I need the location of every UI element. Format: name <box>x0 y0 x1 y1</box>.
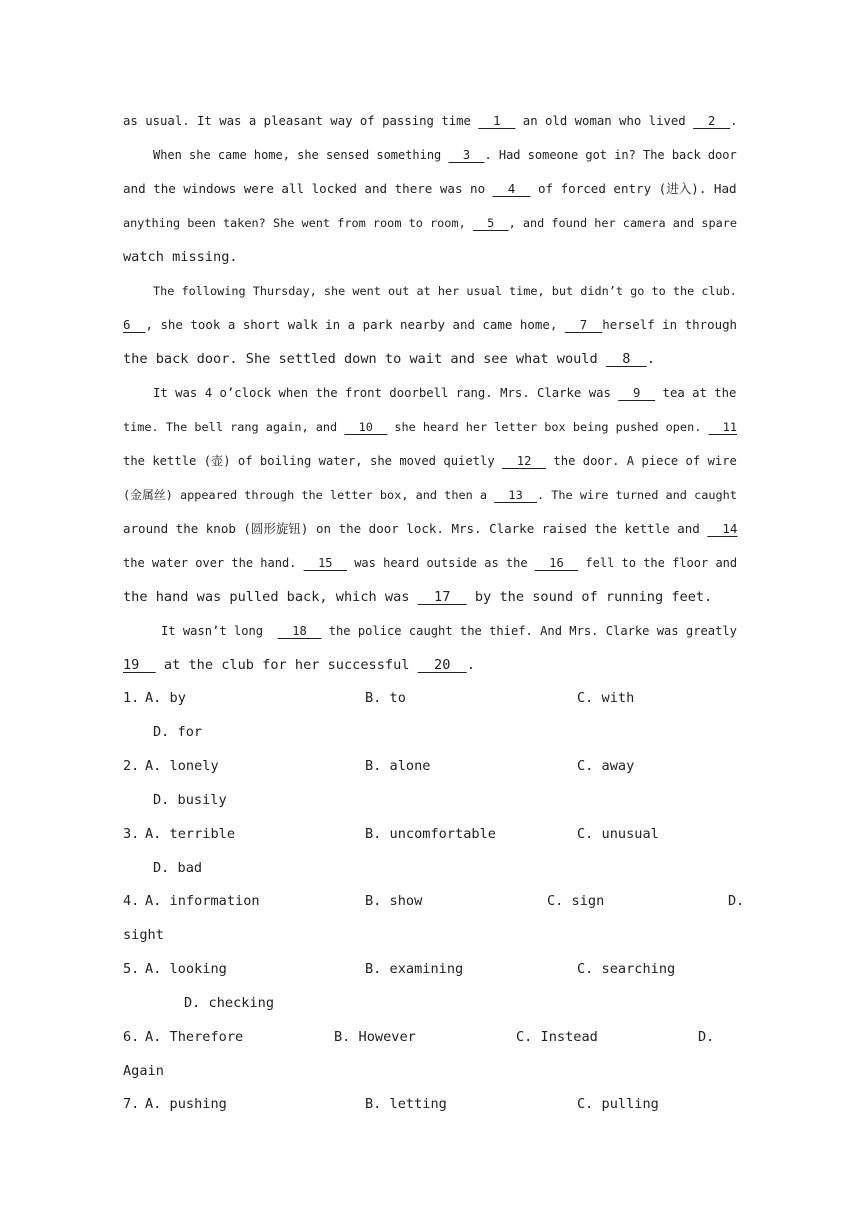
blank-3: 3 <box>448 148 485 162</box>
question-number: 6. <box>123 1029 140 1045</box>
blank-10: 10 <box>344 420 388 434</box>
passage-text: an old woman who lived <box>515 114 694 128</box>
blank-1: 1 <box>478 114 516 128</box>
passage-text: around the knob (圆形旋钮) on the door lock. Mrs. Clarke raised the kettle and <box>123 521 708 536</box>
passage-text: the door. A piece of wire <box>546 454 737 468</box>
passage-line <box>123 553 737 573</box>
passage-text: she heard her letter box being pushed open. <box>387 420 709 434</box>
option-a: A. lonely <box>145 758 219 774</box>
blank-13: 13 <box>494 488 537 502</box>
passage-text: When she came home, she sensed something <box>153 148 449 162</box>
passage-line <box>123 451 737 471</box>
passage-line <box>123 519 737 539</box>
passage-text: . <box>466 657 475 673</box>
passage-line <box>153 145 737 165</box>
option-b: B. letting <box>365 1096 447 1112</box>
passage-line <box>161 621 737 641</box>
blank-12: 12 <box>502 454 547 468</box>
passage-text: the police caught the thief. And Mrs. Clarke was greatly <box>321 624 737 638</box>
blank-4: 4 <box>492 181 531 196</box>
passage-text: at the club for her successful <box>155 657 418 673</box>
passage-line <box>123 315 737 335</box>
passage-line <box>123 213 737 233</box>
question-number: 7. <box>123 1096 140 1112</box>
option-b: B. to <box>365 690 406 706</box>
passage-text: the kettle (壶) of boiling water, she moved quietly <box>123 454 503 468</box>
option-d-text: sight <box>123 927 164 943</box>
option-d: D. bad <box>153 860 203 876</box>
passage-text: The following Thursday, she went out at her usual time, but didn’t go to the club. <box>153 284 737 298</box>
passage-text: anything been taken? She went from room to room, <box>123 216 473 230</box>
option-d: D. busily <box>153 792 227 808</box>
option-a: A. terrible <box>145 826 236 842</box>
option-b: B. alone <box>365 758 431 774</box>
passage-line <box>123 349 737 369</box>
question-number: 4. <box>123 893 140 909</box>
question-number: 5. <box>123 961 140 977</box>
option-c: C. with <box>577 690 635 706</box>
passage-text: It was 4 o’clock when the front doorbell rang. Mrs. Clarke was <box>153 386 619 400</box>
blank-18: 18 <box>277 624 322 638</box>
passage-line <box>153 383 737 403</box>
passage-text: tea at the <box>655 386 737 400</box>
question-number: 1. <box>123 690 140 706</box>
option-c: C. pulling <box>577 1096 659 1112</box>
passage-text: time. The bell rang again, and <box>123 420 345 434</box>
blank-7: 7 <box>564 317 603 332</box>
passage-text: the water over the hand. <box>123 556 304 570</box>
passage-text: by the sound of running feet. <box>466 589 713 605</box>
option-d: D. checking <box>184 995 275 1011</box>
option-b: B. show <box>365 893 423 909</box>
passage-line <box>153 281 737 301</box>
option-a: A. by <box>145 690 186 706</box>
option-c: C. searching <box>577 961 676 977</box>
option-d: D. for <box>153 724 203 740</box>
option-d: D. <box>698 1029 715 1045</box>
passage-text: the back door. She settled down to wait and see what would <box>123 351 606 367</box>
option-a: A. pushing <box>145 1096 227 1112</box>
blank-16: 16 <box>534 556 579 570</box>
option-c: C. away <box>577 758 635 774</box>
passage-line <box>123 655 737 675</box>
option-c: C. unusual <box>577 826 659 842</box>
blank-15: 15 <box>303 556 347 570</box>
blank-19: 19 <box>123 657 156 673</box>
passage-text: was heard outside as the <box>346 556 535 570</box>
passage-text: . <box>730 114 738 128</box>
passage-text: . Had someone got in? The back door <box>484 148 737 162</box>
passage-line <box>123 485 737 505</box>
passage-text: It wasn’t long <box>161 624 278 638</box>
passage-line <box>123 111 737 131</box>
option-a: A. looking <box>145 961 227 977</box>
passage-line <box>123 417 737 437</box>
blank-8: 8 <box>605 351 647 367</box>
blank-9: 9 <box>618 386 656 400</box>
passage-line <box>123 587 737 607</box>
option-a: A. information <box>145 893 260 909</box>
passage-text: of forced entry (进入). Had <box>530 181 737 196</box>
question-number: 3. <box>123 826 140 842</box>
blank-17: 17 <box>417 589 467 605</box>
option-b: B. uncomfortable <box>365 826 496 842</box>
option-d: D. <box>728 893 745 909</box>
passage-line <box>123 247 737 267</box>
option-b: B. examining <box>365 961 464 977</box>
blank-20: 20 <box>417 657 467 673</box>
passage-text: fell to the floor and <box>578 556 738 570</box>
option-b: B. However <box>334 1029 416 1045</box>
question-number: 2. <box>123 758 140 774</box>
blank-6: 6 <box>123 317 146 332</box>
passage-text: . The wire turned and caught <box>537 488 737 502</box>
blank-2: 2 <box>693 114 731 128</box>
passage-text: . <box>646 351 655 367</box>
passage-text: as usual. It was a pleasant way of passing time <box>123 114 479 128</box>
option-c: C. Instead <box>516 1029 598 1045</box>
option-c: C. sign <box>547 893 605 909</box>
passage-line <box>123 179 737 199</box>
passage-text: the hand was pulled back, which was <box>123 589 418 605</box>
blank-14: 14 <box>707 521 738 536</box>
option-d-text: Again <box>123 1063 164 1079</box>
passage-text: , and found her camera and spare <box>508 216 738 230</box>
blank-11: 11 <box>708 420 738 434</box>
passage-text: herself in through <box>602 317 738 332</box>
passage-text: , she took a short walk in a park nearby and came home, <box>145 317 565 332</box>
passage-text: and the windows were all locked and there was no <box>123 181 493 196</box>
passage-text: (金属丝) appeared through the letter box, and then a <box>123 488 495 502</box>
option-a: A. Therefore <box>145 1029 244 1045</box>
blank-5: 5 <box>472 216 509 230</box>
passage-text: watch missing. <box>123 249 238 265</box>
